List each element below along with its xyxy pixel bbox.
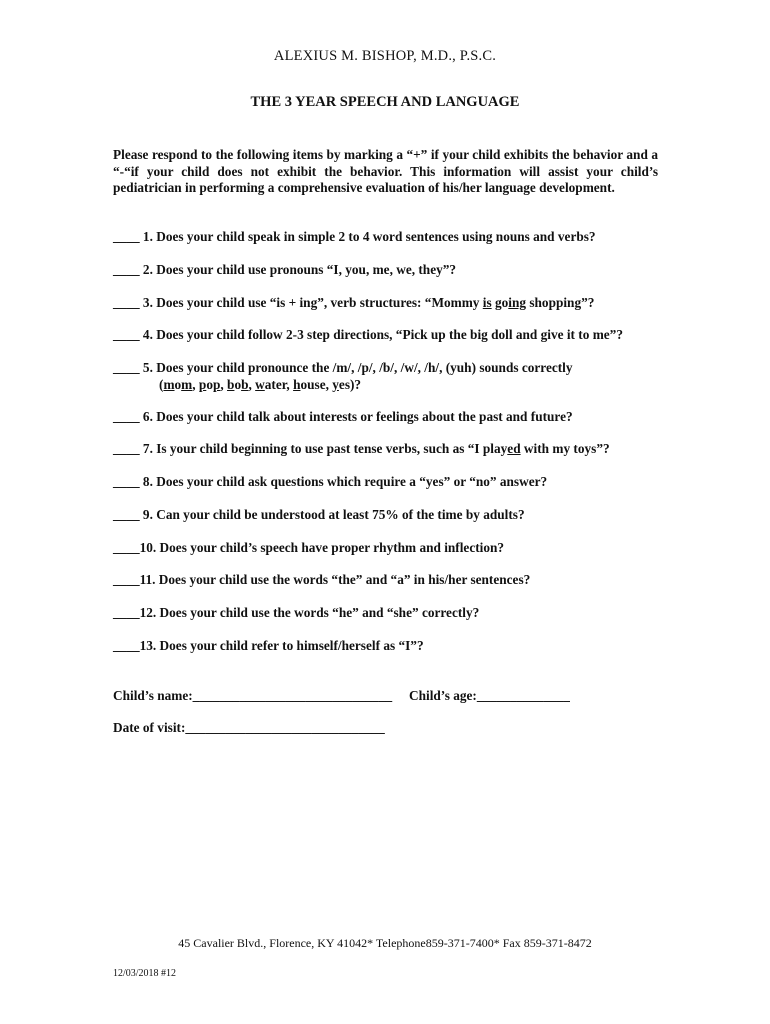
answer-blank[interactable]: ____	[113, 229, 140, 244]
underlined-word: is	[482, 295, 492, 310]
instructions-paragraph: Please respond to the following items by marking a “+” if your child exhibits the behavior and a “-“if your child does not exhibit the behavior. This information will assist your child’s pediatrician in performing a comprehensive evaluation of his/her language development.	[113, 147, 658, 195]
question-6	[113, 409, 673, 426]
question-text: 5. Does your child pronounce the /m/, /p/, /b/, /w/, /h/, (yuh) sounds correctly	[139, 360, 573, 375]
question-1	[113, 229, 673, 246]
question-text: 8. Does your child ask questions which require a “yes” or “no” answer?	[139, 474, 548, 489]
question-13	[113, 638, 673, 655]
question-text: 9. Can your child be understood at least 75% of the time by adults?	[139, 507, 525, 522]
answer-blank[interactable]: ____	[113, 638, 140, 653]
question-text: 3. Does your child use “is + ing”, verb structures: “Mommy	[139, 295, 483, 310]
child-name-field[interactable]: Child’s name:______________________________	[113, 688, 393, 703]
answer-blank[interactable]: ____	[113, 360, 140, 375]
practice-name: ALEXIUS M. BISHOP, M.D., P.S.C.	[273, 48, 497, 64]
question-3	[113, 295, 673, 312]
question-text: 1. Does your child speak in simple 2 to 4 word sentences using nouns and verbs?	[139, 229, 596, 244]
question-7	[113, 441, 673, 458]
answer-blank[interactable]: ____	[113, 572, 140, 587]
question-12	[113, 605, 673, 622]
underlined-suffix: ed	[507, 441, 521, 456]
question-8	[113, 474, 673, 491]
answer-blank[interactable]: ____	[113, 409, 140, 424]
child-age-field[interactable]: Child’s age:______________	[409, 688, 570, 703]
answer-blank[interactable]: ____	[113, 474, 140, 489]
question-5	[113, 360, 673, 393]
question-4	[113, 327, 673, 344]
answer-blank[interactable]: ____	[113, 327, 140, 342]
question-text: 2. Does your child use pronouns “I, you, me, we, they”?	[139, 262, 457, 277]
question-2	[113, 262, 673, 279]
question-text: go	[491, 295, 509, 310]
question-text: 7. Is your child beginning to use past tense verbs, such as “I play	[139, 441, 508, 456]
question-text: 12. Does your child use the words “he” and “she” correctly?	[139, 605, 480, 620]
answer-blank[interactable]: ____	[113, 441, 140, 456]
question-text: 4. Does your child follow 2-3 step directions, “Pick up the big doll and give it to me”?	[139, 327, 623, 342]
answer-blank[interactable]: ____	[113, 295, 140, 310]
footer-revision: 12/03/2018 #12	[113, 968, 177, 979]
date-of-visit-field[interactable]: Date of visit:______________________________	[113, 720, 385, 735]
answer-blank[interactable]: ____	[113, 507, 140, 522]
answer-blank[interactable]: ____	[113, 540, 140, 555]
footer-address: 45 Cavalier Blvd., Florence, KY 41042* Telephone859-371-7400* Fax 859-371-8472	[178, 936, 592, 950]
question-5-examples: (mom, pop, bob, water, house, yes)?	[159, 376, 362, 392]
question-text: 11. Does your child use the words “the” and “a” in his/her sentences?	[139, 572, 531, 587]
question-text: shopping”?	[526, 295, 595, 310]
answer-blank[interactable]: ____	[113, 605, 140, 620]
underlined-suffix: ing	[508, 295, 527, 310]
question-text: 10. Does your child’s speech have proper rhythm and inflection?	[139, 540, 505, 555]
question-11	[113, 572, 673, 589]
form-title: THE 3 YEAR SPEECH AND LANGUAGE	[250, 94, 520, 110]
question-9	[113, 507, 673, 524]
question-text: with my toys”?	[520, 441, 610, 456]
question-10	[113, 540, 673, 557]
answer-blank[interactable]: ____	[113, 262, 140, 277]
question-text: 13. Does your child refer to himself/herself as “I”?	[139, 638, 424, 653]
question-text: 6. Does your child talk about interests or feelings about the past and future?	[139, 409, 573, 424]
